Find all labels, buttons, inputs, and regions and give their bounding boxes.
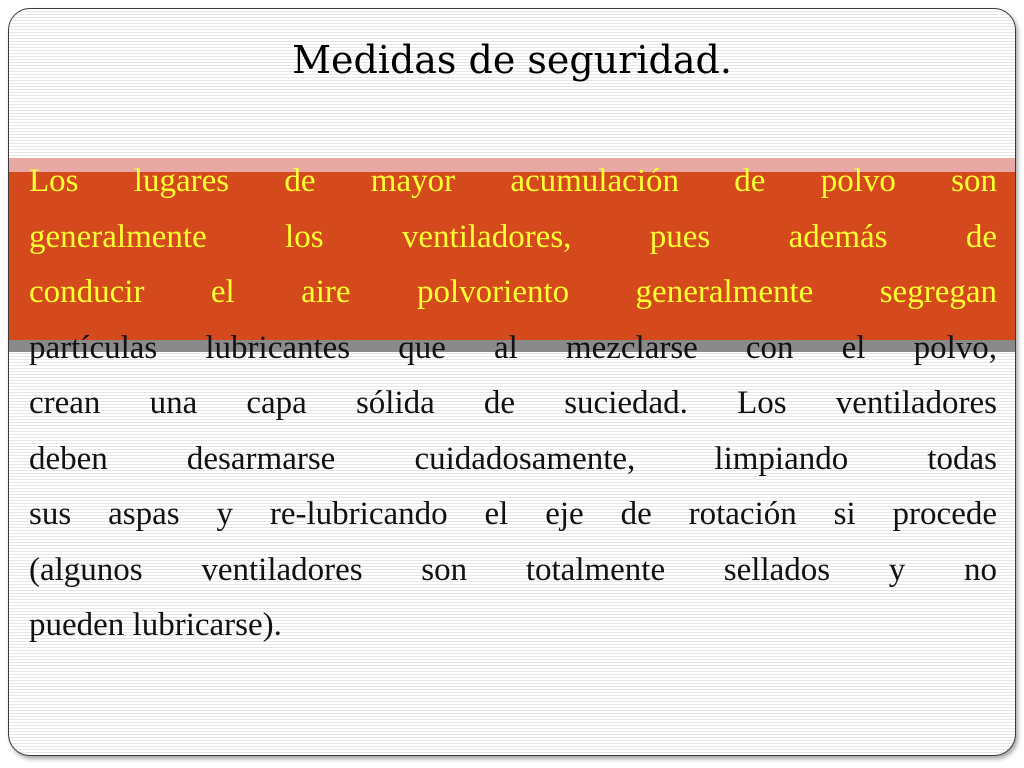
body-line: sus aspas y re-lubricando el eje de rotación si procede bbox=[29, 496, 997, 532]
body-line: Los lugares de mayor acumulación de polvo son bbox=[29, 163, 997, 199]
body-line: partículas lubricantes que al mezclarse con el polvo, bbox=[29, 329, 997, 366]
body-line: pueden lubricarse). bbox=[29, 607, 282, 643]
slide-title: Medidas de seguridad. bbox=[292, 38, 732, 82]
body-line: (algunos ventiladores son totalmente sellados y no bbox=[29, 551, 997, 588]
slide-body-text bbox=[29, 154, 997, 654]
body-line: conducir el aire polvoriento generalmente segregan bbox=[29, 274, 997, 310]
body-line: crean una capa sólida de suciedad. Los ventiladores bbox=[29, 385, 997, 421]
body-line: deben desarmarse cuidadosamente, limpiando todas bbox=[29, 440, 997, 477]
body-line: generalmente los ventiladores, pues además de bbox=[29, 218, 997, 255]
slide-frame bbox=[8, 8, 1016, 756]
